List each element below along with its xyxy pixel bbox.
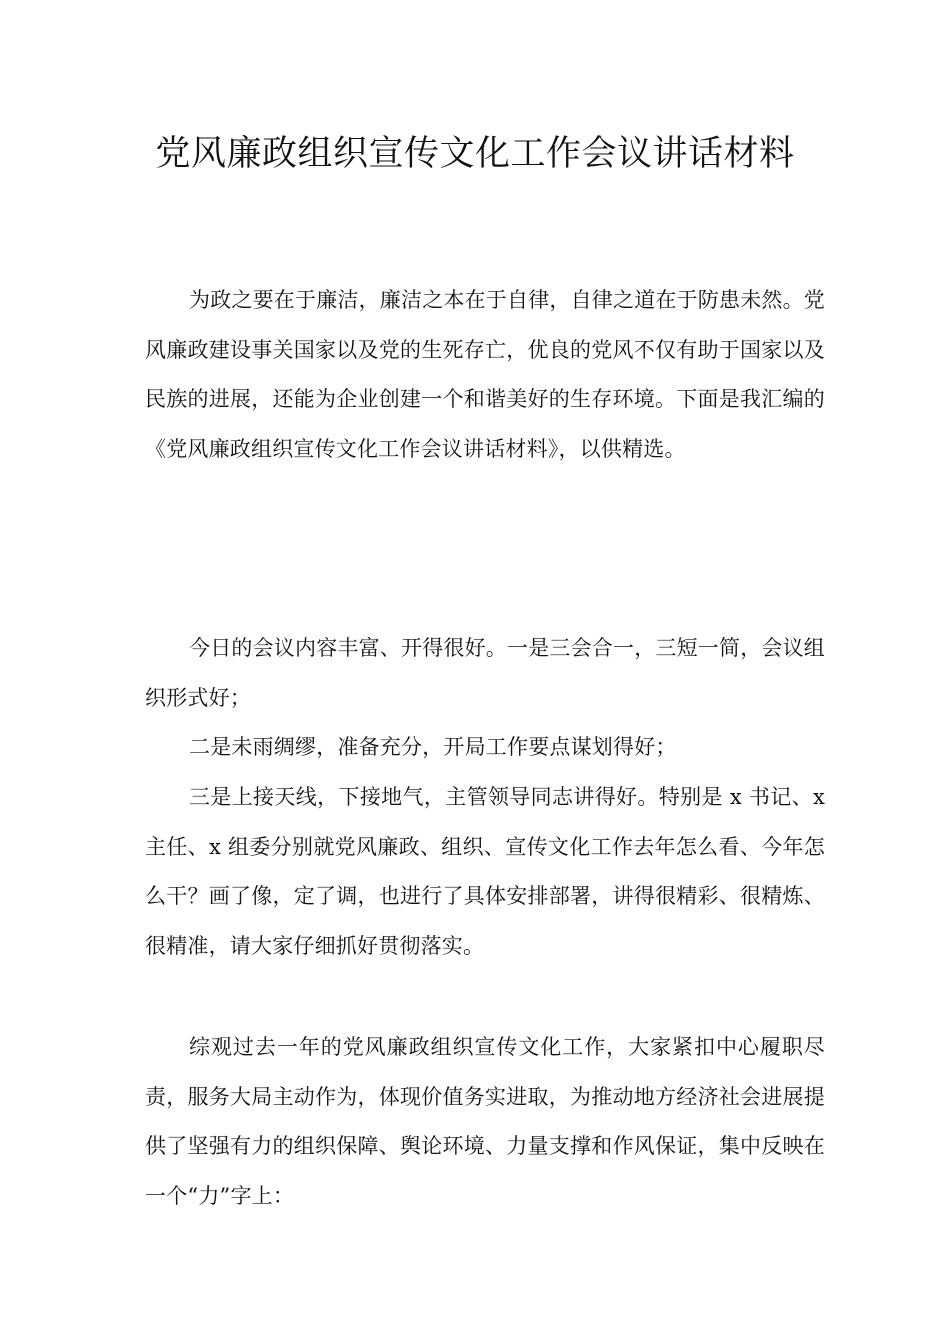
paragraph-point-two: 二是未雨绸缪，准备充分，开局工作要点谋划得好； (189, 735, 677, 759)
paragraph-review: 综观过去一年的党风廉政组织宣传文化工作，大家紧扣中心履职尽责，服务大局主动作为，体现价值务实进取，为推动地方经济社会进展提供了坚强有力的组织保障、舆论环境、力量支撑和作风保证，集中反映在一个“力”字上： (145, 1035, 825, 1208)
paragraph-meeting-summary: 今日的会议内容丰富、开得很好。一是三会合一，三短一简，会议组织形式好； (145, 636, 825, 710)
document-title: 党风廉政组织宣传文化工作会议讲话材料 (155, 134, 795, 174)
paragraph-point-three: 三是上接天线，下接地气，主管领导同志讲得好。特别是 x 书记、x 主任、x 组委分别就党风廉政、组织、宣传文化工作去年怎么看、今年怎么干？画了像，定了调，也进行了具体安排部署，讲得很精彩、很精炼、很精准，请大家仔细抓好贯彻落实。 (145, 785, 825, 958)
paragraph-intro: 为政之要在于廉洁，廉洁之本在于自律，自律之道在于防患未然。党风廉政建设事关国家以及党的生死存亡，优良的党风不仅有助于国家以及民族的进展，还能为企业创建一个和谐美好的生存环境。下面是我汇编的《党风廉政组织宣传文化工作会议讲话材料》，以供精选。 (145, 288, 825, 461)
